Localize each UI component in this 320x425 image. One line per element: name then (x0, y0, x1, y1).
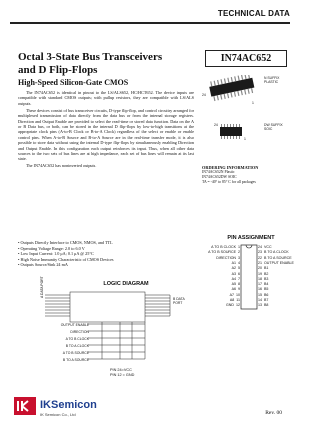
pin-number: 23 (258, 250, 262, 255)
pin-number: 6 (238, 271, 240, 276)
description-text (18, 90, 194, 170)
pin-name: A4 (231, 276, 236, 281)
pin-number: 3 (238, 255, 240, 260)
pin-number: 10 (236, 292, 240, 297)
pin-number: 22 (258, 255, 262, 260)
pin-number: 19 (258, 271, 262, 276)
pin-note-vcc: PIN 24=VCC (110, 368, 132, 372)
ordering-temp: TA = -40° to 85° C for all packages (202, 180, 256, 184)
package-illustration (202, 75, 290, 157)
logic-input-label: A TO B CLOCK (65, 337, 89, 341)
feature-item: • Outputs Directly Interface to CMOS, NMOS, and TTL (18, 240, 194, 246)
pin-assignment-diagram (205, 244, 293, 324)
feature-item: • Operating Voltage Range: 2.0 to 6.0 V (18, 246, 194, 252)
description-paragraph: The IN74AC652 has noninverted outputs. (26, 163, 97, 169)
pin-number: 20 (258, 266, 262, 271)
pin-name: A8 (229, 298, 235, 302)
logic-input-label: B TO A SOURCE (62, 358, 89, 362)
dw-type-text: SOIC (264, 127, 273, 131)
ordering-information (202, 165, 294, 185)
dip-pin1-label: 1 (252, 101, 254, 105)
pin-number: 2 (238, 250, 240, 255)
logic-input-label: OUTPUT ENABLE (60, 323, 89, 327)
title-line-2: and D Flip-Flops (18, 64, 98, 76)
pin-name: B6 (264, 292, 269, 297)
pin-name: B5 (264, 287, 269, 292)
title-line-1: Octal 3-State Bus Transceivers (18, 51, 163, 63)
company-tagline: IK Semicon Co., Ltd (40, 412, 76, 417)
a-port-label: A DATA PORT (40, 276, 44, 298)
dw-suffix-text: DW SUFFIX (264, 123, 283, 127)
pin-name: A5 (231, 282, 236, 287)
logic-input-label: B TO A CLOCK (65, 344, 89, 348)
pin-name: A7 (229, 292, 234, 297)
pin-number: 16 (258, 287, 262, 292)
pin-name: B2 (264, 271, 269, 276)
ordering-line: IN74AC652DW SOIC (202, 175, 237, 179)
n-suffix-label (264, 76, 279, 84)
pin-number: 7 (238, 276, 240, 281)
pin-number: 8 (238, 282, 240, 287)
b-port-label: B DATA PORT (173, 297, 185, 305)
description-paragraph: These devices consist of bus transceiver circuits, D-type flip-flop, and control circuitry arranged for multiplexed transmission of data directly from the data bus or from the internal storage registers. Direction and Output Enable are provided to select the read-time or stored data function. Data on the A or B Data bus, or both, can be stored in the internal D flip-flops by low-to-high transitions at the appropriate clock pins (A-to-B Clock or B-to-A Clock) regardless of the select or enable or enable control pins. When A-to-B Source and B-to-A Source are in the real-time transfer mode, it is also possible to store data without using the internal D-type flip-flops by simultaneously enabling Direction and Output Enable. In this configuration each output reinforces its input. Thus, when all other data sources to the two sets of bus lines are at high impedance, each set of bus lines will remain at its last state. (18, 107, 194, 162)
pin-right-row (258, 303, 268, 308)
logic-diagram-title: LOGIC DIAGRAM (103, 281, 149, 287)
logo-mark (14, 397, 36, 415)
pin-number: 4 (238, 260, 240, 265)
pin-number: 11 (236, 298, 240, 302)
dw-suffix-label (264, 123, 283, 131)
dip-pin24-label: 24 (202, 93, 206, 97)
company-name: IKSemicon (40, 399, 97, 411)
pin-number: 14 (258, 298, 262, 302)
pin-number: 24 (258, 245, 262, 249)
pin-number: 9 (238, 287, 240, 292)
pin-name: A6 (231, 287, 236, 292)
pin-name: A TO B CLOCK (211, 245, 236, 249)
feature-item: • Low Input Current: 1.0 μA; 0.1 μA @ 25°C (18, 251, 194, 257)
pin-name: B8 (264, 303, 269, 308)
pin-number: 1 (238, 245, 240, 249)
n-suffix-text: N SUFFIX (264, 76, 280, 80)
pin-number: 17 (258, 282, 262, 287)
logic-input-label: A TO B SOURCE (62, 351, 89, 355)
pin-name: B1 (264, 266, 269, 271)
feature-list (18, 240, 194, 268)
part-number-box: IN74AC652 (205, 50, 287, 67)
pin-name: A TO B SOURCE (208, 250, 236, 255)
pin-number: 5 (238, 266, 240, 271)
pin-number: 18 (258, 276, 262, 281)
soic-pin1-label: 1 (244, 137, 246, 141)
ordering-heading: ORDERING INFORMATION (202, 165, 259, 170)
pin-name: B4 (264, 282, 269, 287)
pin-name: OUTPUT ENABLE (264, 260, 294, 265)
document-header-label: TECHNICAL DATA (217, 9, 290, 18)
pin-number: 12 (236, 303, 240, 308)
revision-label: Rev. 00 (265, 410, 282, 416)
pin-name: A2 (231, 266, 236, 271)
pin-name: B TO A SOURCE (264, 255, 292, 260)
pin-name: B3 (264, 276, 269, 281)
soic-pin24-label: 24 (214, 123, 218, 127)
pin-number: 15 (258, 292, 262, 297)
ordering-line: IN74AC652N Plastic (202, 170, 235, 174)
document-title (18, 51, 198, 77)
pin-number: 21 (258, 260, 262, 265)
feature-item: • High Noise Immunity Characteristic of CMOS Devices (18, 257, 194, 263)
pin-left-row (226, 303, 240, 308)
pin-name: A1 (231, 260, 236, 265)
package-drawings (202, 75, 290, 157)
pin-notes (110, 368, 134, 378)
n-type-text: PLASTIC (264, 80, 279, 84)
company-logo-icon (14, 397, 36, 415)
pin-assignment-title: PIN ASSIGNMENT (227, 235, 275, 241)
pin-name: VCC (264, 245, 272, 249)
description-paragraph: The IN74AC652 is identical in pinout to the LS/ALS652, HC/HCT652. The device inputs are compatible with standard CMOS outputs; with pullup resistors, they are compatible with LS/ALS outputs. (18, 90, 194, 106)
pin-name: DIRECTION (216, 255, 236, 260)
feature-item: • Outputs Source/Sink 24 mA (18, 262, 194, 268)
pin-name: B7 (264, 298, 269, 302)
pin-name: A3 (231, 271, 236, 276)
pin-name: GND (226, 303, 234, 308)
pin-name: B TO A CLOCK (264, 250, 289, 255)
logic-input-label: DIRECTION (70, 330, 89, 334)
pin-note-gnd: PIN 12 = GND (110, 373, 135, 377)
document-subtitle: High-Speed Silicon-Gate CMOS (18, 78, 129, 87)
pin-number: 13 (258, 303, 262, 308)
header-rule (10, 22, 290, 24)
